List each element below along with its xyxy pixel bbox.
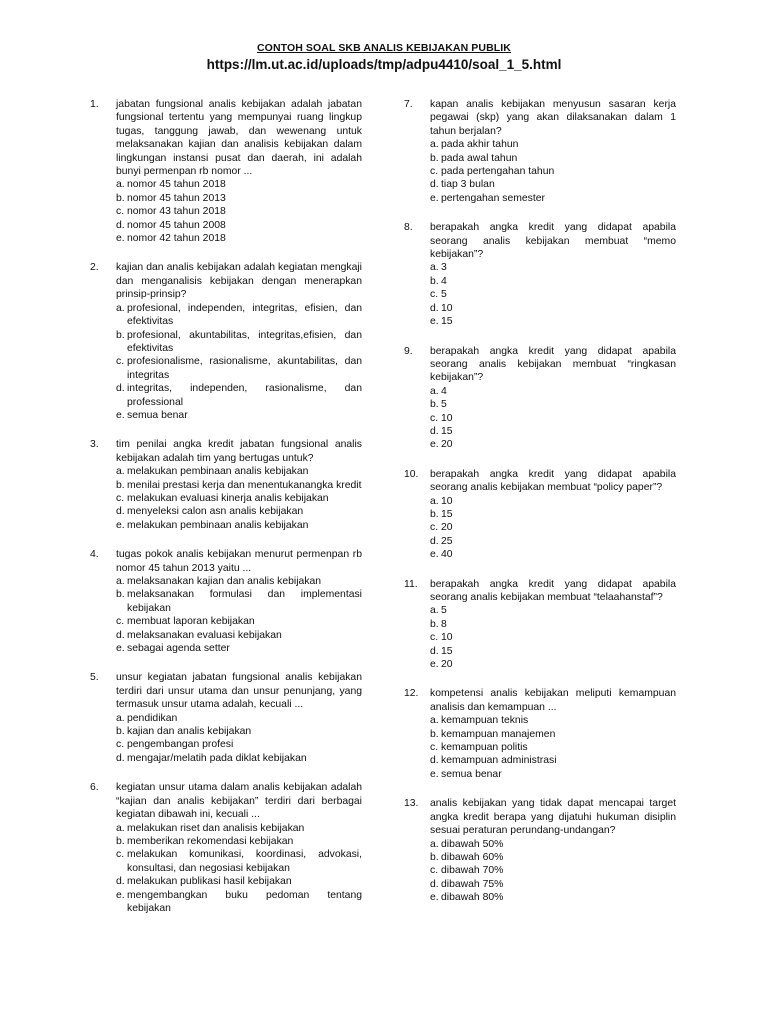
option-text: melaksanakan evaluasi kebijakan <box>127 629 282 641</box>
option-letter: a. <box>430 605 439 617</box>
option-text: dibawah 75% <box>441 878 504 890</box>
question-item <box>90 781 362 915</box>
answer-option <box>116 465 362 478</box>
source-url: https://lm.ut.ac.id/uploads/tmp/adpu4410/soal_1_5.html <box>206 57 562 72</box>
option-text: 25 <box>441 535 453 547</box>
option-letter: d. <box>430 535 439 547</box>
answer-option <box>430 152 676 165</box>
option-text: melaksanakan formulasi dan implementasi kebijakan <box>127 589 362 614</box>
answer-option <box>116 752 362 765</box>
answer-option <box>116 409 362 422</box>
right-question-column <box>404 98 676 921</box>
question-body <box>430 468 676 562</box>
answer-option <box>430 521 676 534</box>
answer-option <box>116 355 362 382</box>
option-text: semua benar <box>441 768 502 780</box>
option-letter: a. <box>116 179 125 191</box>
answer-option <box>116 192 362 205</box>
answer-option <box>116 575 362 588</box>
option-text: menilai prestasi kerja dan menentukanangka kredit <box>127 479 362 491</box>
answer-option <box>116 738 362 751</box>
answer-option <box>116 642 362 655</box>
answer-option <box>116 479 362 492</box>
option-text: 10 <box>441 495 453 507</box>
answer-option <box>116 822 362 835</box>
option-text: dibawah 60% <box>441 851 504 863</box>
question-item <box>90 671 362 765</box>
option-letter: d. <box>116 506 125 518</box>
option-text: memberikan rekomendasi kebijakan <box>127 835 294 847</box>
option-text: pengembangan profesi <box>127 739 234 751</box>
question-body <box>430 221 676 328</box>
option-letter: b. <box>430 618 439 630</box>
answer-option <box>430 508 676 521</box>
answer-option <box>430 138 676 151</box>
question-item <box>90 261 362 422</box>
option-letter: e. <box>430 892 439 904</box>
question-text: kegiatan unsur utama dalam analis kebijakan adalah “kajian dan analis kebijakan” terdiri dari berbagai kegiatan dibawah ini, kecuali ... <box>116 782 362 821</box>
option-text: tiap 3 bulan <box>441 179 495 191</box>
option-text: 4 <box>441 385 447 397</box>
option-letter: c. <box>430 742 439 754</box>
answer-option <box>116 519 362 532</box>
option-text: 5 <box>441 605 447 617</box>
question-number: 11. <box>404 578 418 590</box>
option-letter: e. <box>116 643 125 655</box>
question-text: analis kebijakan yang tidak dapat mencapai target angka kredit berapa yang dijatuhi hukuman disiplin sesuai peraturan perundang-undangan? <box>430 798 676 837</box>
question-item <box>90 548 362 655</box>
option-letter: c. <box>430 865 439 877</box>
option-letter: b. <box>116 726 125 738</box>
option-letter: c. <box>430 166 439 178</box>
option-text: 20 <box>441 439 453 451</box>
question-number: 6. <box>90 782 99 794</box>
option-letter: b. <box>430 728 439 740</box>
answer-option <box>430 878 676 891</box>
question-item <box>90 98 362 245</box>
answer-option <box>430 891 676 904</box>
option-letter: a. <box>116 712 125 724</box>
answer-option <box>430 864 676 877</box>
option-text: pada akhir tahun <box>441 139 519 151</box>
option-letter: c. <box>116 616 125 628</box>
option-letter: a. <box>116 576 125 587</box>
question-number: 12. <box>404 688 419 700</box>
option-letter: c. <box>430 632 439 644</box>
answer-option <box>116 492 362 505</box>
option-letter: c. <box>430 522 439 534</box>
question-text: berapakah angka kredit yang didapat apabila seorang analis kebijakan membuat “telaahanstaf”? <box>430 578 676 603</box>
question-item <box>404 578 676 672</box>
option-text: 5 <box>441 399 447 411</box>
answer-option <box>116 178 362 191</box>
answer-option <box>430 658 676 671</box>
question-number: 4. <box>90 549 99 561</box>
option-letter: d. <box>430 425 439 437</box>
option-letter: c. <box>116 739 125 751</box>
option-letter: e. <box>116 889 125 901</box>
answer-option <box>430 548 676 561</box>
option-letter: c. <box>116 206 125 218</box>
option-letter: d. <box>116 629 125 641</box>
answer-option <box>116 835 362 848</box>
option-text: 20 <box>441 659 453 671</box>
question-number: 10. <box>404 468 419 480</box>
option-letter: c. <box>116 492 125 504</box>
option-text: 4 <box>441 275 447 287</box>
option-text: dibawah 70% <box>441 865 504 877</box>
option-letter: a. <box>430 139 439 151</box>
question-number: 7. <box>404 99 413 110</box>
option-text: 15 <box>441 316 453 328</box>
option-letter: b. <box>430 152 439 164</box>
option-text: 10 <box>441 412 453 424</box>
answer-option <box>430 604 676 617</box>
question-body <box>116 548 362 655</box>
option-letter: c. <box>116 356 125 368</box>
option-text: 8 <box>441 618 447 630</box>
answer-option <box>116 848 362 875</box>
option-letter: c. <box>116 849 125 861</box>
question-number: 1. <box>90 99 99 110</box>
option-letter: e. <box>430 192 439 204</box>
answer-option <box>430 851 676 864</box>
option-text: kajian dan analis kebijakan <box>127 726 252 738</box>
document-header <box>0 42 768 72</box>
option-letter: d. <box>430 179 439 191</box>
question-body <box>116 261 362 422</box>
answer-option <box>430 398 676 411</box>
question-number: 9. <box>404 345 413 357</box>
question-text: jabatan fungsional analis kebijakan adalah jabatan fungsional tertentu yang mempunyai ruang lingkup tugas, tanggung jawab, dan wewenang untuk melaksanakan kajian dan analisis kebijakan dalam lingkungan instansi pusat dan daerah, ini adalah bunyi permenpan rb nomor ... <box>116 99 362 178</box>
option-letter: a. <box>116 822 125 834</box>
answer-option <box>430 385 676 398</box>
option-letter: a. <box>430 715 439 727</box>
option-letter: b. <box>430 399 439 411</box>
option-text: melaksanakan kajian dan analis kebijakan <box>127 576 322 587</box>
option-letter: e. <box>430 316 439 328</box>
option-letter: b. <box>430 508 439 520</box>
option-letter: a. <box>430 495 439 507</box>
option-text: kemampuan politis <box>441 742 528 754</box>
option-letter: d. <box>116 383 125 395</box>
answer-option <box>430 754 676 767</box>
answer-option <box>116 302 362 329</box>
question-item <box>404 98 676 205</box>
answer-option <box>430 302 676 315</box>
question-body <box>116 671 362 765</box>
option-text: mengajar/melatih pada diklat kebijakan <box>127 752 307 764</box>
question-text: berapakah angka kredit yang didapat apabila seorang analis kebijakan membuat “memo kebijakan”? <box>430 222 676 261</box>
option-text: membuat laporan kebijakan <box>127 616 255 628</box>
option-text: melakukan pembinaan analis kebijakan <box>127 519 309 531</box>
option-text: 3 <box>441 262 447 274</box>
option-text: nomor 45 tahun 2018 <box>127 179 226 191</box>
option-letter: d. <box>430 645 439 657</box>
option-text: pada pertengahan tahun <box>441 166 555 178</box>
option-letter: b. <box>116 835 125 847</box>
question-text: tim penilai angka kredit jabatan fungsional analis kebijakan adalah tim yang bertugas untuk? <box>116 439 362 464</box>
question-body <box>116 438 362 532</box>
page-title: CONTOH SOAL SKB ANALIS KEBIJAKAN PUBLIK <box>257 42 511 54</box>
option-text: pendidikan <box>127 712 178 724</box>
question-body <box>430 797 676 904</box>
answer-option <box>430 261 676 274</box>
answer-option <box>430 178 676 191</box>
option-text: kemampuan administrasi <box>441 755 557 767</box>
option-text: sebagai agenda setter <box>127 643 230 655</box>
answer-option <box>430 275 676 288</box>
option-text: profesional, independen, integritas, efisien, dan efektivitas <box>127 302 362 328</box>
option-text: 10 <box>441 632 453 644</box>
question-body <box>430 345 676 452</box>
option-letter: d. <box>430 302 439 314</box>
option-letter: d. <box>116 876 125 888</box>
option-text: kemampuan manajemen <box>441 728 556 740</box>
answer-option <box>430 714 676 727</box>
answer-option <box>116 505 362 518</box>
option-text: mengembangkan buku pedoman tentang kebijakan <box>127 889 362 914</box>
question-item <box>404 221 676 328</box>
answer-option <box>430 495 676 508</box>
option-text: melakukan komunikasi, koordinasi, advokasi, konsultasi, dan negosiasi kebijakan <box>127 849 362 874</box>
question-text: tugas pokok analis kebijakan menurut permenpan rb nomor 45 tahun 2013 yaitu ... <box>116 549 362 574</box>
question-item <box>404 687 676 781</box>
option-letter: a. <box>116 466 125 478</box>
question-body <box>116 781 362 915</box>
answer-option <box>116 232 362 245</box>
question-body <box>116 98 362 245</box>
option-text: melakukan evaluasi kinerja analis kebijakan <box>127 492 329 504</box>
option-letter: c. <box>430 289 439 301</box>
answer-option <box>116 615 362 628</box>
option-letter: b. <box>116 329 125 341</box>
option-text: profesional, akuntabilitas, integritas,efisien, dan efektivitas <box>127 329 362 354</box>
answer-option <box>430 768 676 781</box>
option-text: 15 <box>441 508 453 520</box>
option-letter: a. <box>430 838 439 850</box>
question-number: 2. <box>90 262 99 274</box>
option-text: melakukan riset dan analisis kebijakan <box>127 822 305 834</box>
answer-option <box>430 631 676 644</box>
answer-option <box>430 192 676 205</box>
option-text: 15 <box>441 645 453 657</box>
option-letter: e. <box>116 233 125 245</box>
option-letter: d. <box>116 752 125 764</box>
answer-option <box>116 889 362 916</box>
option-text: menyeleksi calon asn analis kebijakan <box>127 506 304 518</box>
question-text: kajian dan analis kebijakan adalah kegiatan mengkaji dan menganalisis kebijakan dengan menerapkan prinsip-prinsip? <box>116 262 362 301</box>
option-text: profesionalisme, rasionalisme, akuntabilitas, dan integritas <box>127 356 362 381</box>
option-letter: a. <box>430 262 439 274</box>
option-text: 15 <box>441 425 453 437</box>
question-number: 5. <box>90 672 99 684</box>
option-text: nomor 42 tahun 2018 <box>127 233 226 245</box>
option-text: melakukan publikasi hasil kebijakan <box>127 876 292 888</box>
question-item <box>404 345 676 452</box>
answer-option <box>116 205 362 218</box>
option-text: 10 <box>441 302 453 314</box>
answer-option <box>116 219 362 232</box>
answer-option <box>430 412 676 425</box>
option-letter: b. <box>430 851 439 863</box>
answer-option <box>430 838 676 851</box>
option-text: nomor 45 tahun 2008 <box>127 219 226 231</box>
answer-option <box>116 382 362 409</box>
answer-option <box>116 712 362 725</box>
option-letter: b. <box>430 275 439 287</box>
option-text: melakukan pembinaan analis kebijakan <box>127 466 309 478</box>
option-text: dibawah 80% <box>441 892 504 904</box>
option-letter: c. <box>430 412 439 424</box>
option-letter: e. <box>430 439 439 451</box>
question-number: 8. <box>404 222 413 234</box>
answer-option <box>430 741 676 754</box>
option-text: pertengahan semester <box>441 192 545 204</box>
answer-option <box>116 875 362 888</box>
answer-option <box>116 629 362 642</box>
answer-option <box>116 329 362 356</box>
option-text: nomor 45 tahun 2013 <box>127 192 226 204</box>
option-letter: b. <box>116 192 125 204</box>
option-letter: e. <box>116 519 125 531</box>
answer-option <box>116 588 362 615</box>
option-letter: d. <box>430 755 439 767</box>
option-letter: d. <box>116 219 125 231</box>
question-body <box>430 687 676 781</box>
question-number: 3. <box>90 439 99 451</box>
question-number: 13. <box>404 798 419 810</box>
answer-option <box>430 315 676 328</box>
option-letter: a. <box>116 302 125 314</box>
option-letter: a. <box>430 385 439 397</box>
left-question-column <box>90 98 362 931</box>
answer-option <box>430 165 676 178</box>
option-letter: b. <box>116 479 125 491</box>
option-text: 20 <box>441 522 453 534</box>
option-letter: e. <box>116 409 125 421</box>
answer-option <box>430 618 676 631</box>
option-letter: e. <box>430 768 439 780</box>
option-letter: d. <box>430 878 439 890</box>
option-text: semua benar <box>127 409 188 421</box>
option-text: 40 <box>441 549 453 561</box>
option-text: 5 <box>441 289 447 301</box>
question-body <box>430 98 676 205</box>
answer-option <box>430 288 676 301</box>
answer-option <box>430 425 676 438</box>
option-text: nomor 43 tahun 2018 <box>127 206 226 218</box>
question-text: berapakah angka kredit yang didapat apabila seorang analis kebijakan membuat “policy paper”? <box>430 468 676 494</box>
option-text: kemampuan teknis <box>441 715 529 727</box>
option-text: pada awal tahun <box>441 152 518 164</box>
answer-option <box>116 725 362 738</box>
question-text: kapan analis kebijakan menyusun sasaran kerja pegawai (skp) yang akan dilaksanakan dalam 1 tahun berjalan? <box>430 99 676 137</box>
option-letter: e. <box>430 659 439 671</box>
question-body <box>430 578 676 672</box>
answer-option <box>430 535 676 548</box>
question-text: kompetensi analis kebijakan meliputi kemampuan analisis dan kemampuan ... <box>430 688 676 713</box>
option-letter: b. <box>116 589 125 601</box>
answer-option <box>430 438 676 451</box>
option-text: dibawah 50% <box>441 838 504 850</box>
answer-option <box>430 645 676 658</box>
question-text: berapakah angka kredit yang didapat apabila seorang analis kebijakan membuat “ringkasan kebijakan”? <box>430 345 676 384</box>
question-item <box>404 797 676 904</box>
question-item <box>90 438 362 532</box>
question-text: unsur kegiatan jabatan fungsional analis kebijakan terdiri dari unsur utama dan unsur penunjang, yang termasuk unsur utama adalah, kecuali ... <box>116 672 362 711</box>
question-item <box>404 468 676 562</box>
answer-option <box>430 728 676 741</box>
option-letter: e. <box>430 549 439 561</box>
option-text: integritas, independen, rasionalisme, dan professional <box>127 383 362 408</box>
